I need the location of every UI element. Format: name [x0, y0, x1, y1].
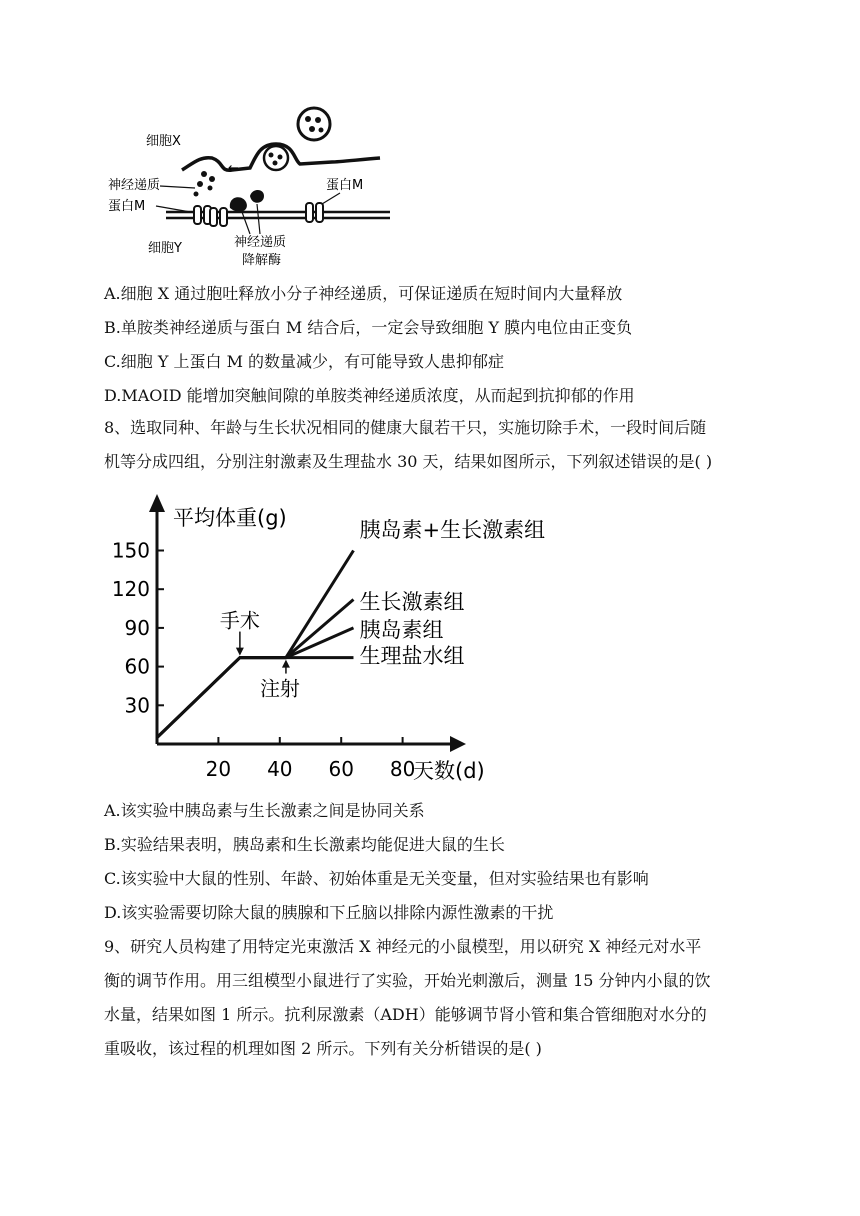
q8-option-a: A.该实验中胰岛素与生长激素之间是协同关系	[104, 801, 425, 820]
x-tick-label: 20	[205, 757, 232, 781]
annotation-surgery: 手术	[219, 608, 260, 633]
y-tick-label: 60	[124, 654, 150, 679]
annotation-arrow-head-icon	[236, 648, 244, 656]
enzyme-label-line2: 降解酶	[242, 253, 282, 268]
enzyme-label-line1: 神经递质	[234, 235, 287, 250]
q8-stem-line2: 机等分成四组，分别注射激素及生理盐水 30 天，结果如图所示，下列叙述错误的是( )	[104, 452, 713, 471]
protein-m-left-label: 蛋白M	[108, 199, 146, 214]
q9-line3: 水量，结果如图 1 所示。抗利尿激素（ADH）能够调节肾小管和集合管细胞对水分的	[104, 1005, 707, 1024]
y-axis-label: 平均体重(g)	[173, 506, 287, 530]
q8-option-c: C.该实验中大鼠的性别、年龄、初始体重是无关变量，但对实验结果也有影响	[104, 869, 649, 888]
series-label: 生理盐水组	[359, 644, 465, 668]
cell-x-label: 细胞X	[146, 134, 181, 149]
series-label: 生长激素组	[359, 590, 465, 614]
q7-option-c: C.细胞 Y 上蛋白 M 的数量减少，有可能导致人患抑郁症	[104, 352, 505, 371]
neurotransmitter-label: 神经递质	[108, 178, 161, 193]
series-line	[157, 658, 353, 738]
cell-y-label: 细胞Y	[148, 241, 182, 256]
x-axis-label: 天数(d)	[413, 759, 485, 783]
x-tick-label: 60	[328, 757, 354, 781]
q7-option-d: D.MAOID 能增加突触间隙的单胺类神经递质浓度，从而起到抗抑郁的作用	[104, 386, 635, 405]
y-tick-label: 30	[124, 693, 150, 718]
q8-option-b: B.实验结果表明，胰岛素和生长激素均能促进大鼠的生长	[104, 835, 505, 854]
x-axis-arrow-icon	[450, 736, 466, 752]
y-tick-label: 90	[124, 615, 150, 640]
x-tick-label: 40	[267, 757, 293, 781]
q9-line2: 衡的调节作用。用三组模型小鼠进行了实验，开始光刺激后，测量 15 分钟内小鼠的饮	[104, 971, 711, 990]
annotation-arrow-head-icon	[282, 660, 290, 668]
annotation-injection: 注射	[259, 676, 300, 701]
y-tick-label: 150	[111, 538, 150, 563]
protein-m-right-label: 蛋白M	[326, 178, 364, 193]
q9-line1: 9、研究人员构建了用特定光束激活 X 神经元的小鼠模型，用以研究 X 神经元对水平	[104, 937, 702, 956]
series-label: 胰岛素+生长激素组	[359, 518, 546, 542]
y-tick-label: 120	[111, 577, 150, 602]
q7-option-b: B.单胺类神经递质与蛋白 M 结合后，一定会导致细胞 Y 膜内电位由正变负	[104, 318, 633, 337]
q8-stem-line1: 8、选取同种、年龄与生长状况相同的健康大鼠若干只，实施切除手术，一段时间后随	[104, 418, 707, 437]
arrow-left-icon: ←	[228, 161, 239, 176]
q8-option-d: D.该实验需要切除大鼠的胰腺和下丘脑以排除内源性激素的干扰	[104, 903, 554, 922]
series-line	[157, 628, 353, 738]
q7-option-a: A.细胞 X 通过胞吐释放小分子神经递质，可保证递质在短时间内大量释放	[104, 284, 623, 303]
y-axis-arrow-icon	[149, 494, 165, 512]
x-tick-label: 80	[389, 757, 416, 781]
q9-line4: 重吸收，该过程的机理如图 2 所示。下列有关分析错误的是( )	[104, 1039, 542, 1058]
series-label: 胰岛素组	[359, 618, 444, 642]
